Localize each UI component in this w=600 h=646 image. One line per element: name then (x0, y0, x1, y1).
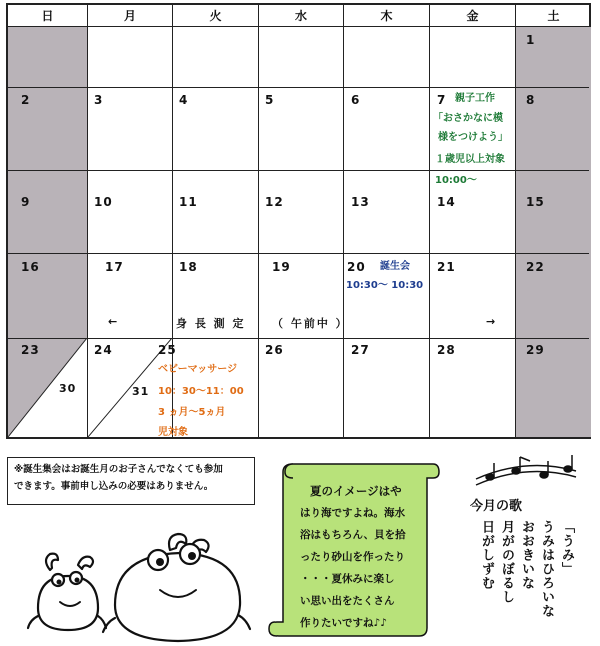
grid-line (8, 170, 589, 171)
info-line: ※誕生集会はお誕生月のお子さんでなくても参加 (14, 464, 223, 475)
date-28: 28 (437, 343, 456, 357)
weekday-sat: 土 (516, 5, 591, 27)
date-9: 9 (21, 195, 31, 209)
event-title-oyako: 親子工作 (455, 93, 495, 104)
event-time-birthday: 10:30～ 10:30 (346, 280, 424, 291)
weekday-thu: 木 (344, 5, 429, 27)
crab-illustration (20, 530, 255, 646)
music-notes-icon (472, 455, 582, 491)
measure-right-arrow: → (486, 315, 496, 328)
date-22: 22 (526, 260, 545, 274)
scroll-line: 浴はもちろん、貝を拾 (300, 529, 406, 541)
date-8: 8 (526, 93, 536, 107)
weekday-tue: 火 (173, 5, 258, 27)
date-29: 29 (526, 343, 545, 357)
event-title-birthday: 誕生会 (380, 261, 410, 272)
measure-left-arrow: ← (108, 315, 118, 328)
weekday-sun: 日 (8, 5, 87, 27)
date-16: 16 (21, 260, 40, 274)
date-13: 13 (351, 195, 370, 209)
poem-col-3: おおきいな (519, 520, 534, 590)
event-line: 様をつけよう」 (438, 132, 508, 143)
date-17: 17 (105, 260, 124, 274)
grid-line (8, 338, 589, 339)
date-20: 20 (347, 260, 366, 274)
date-2: 2 (21, 93, 31, 107)
date-14: 14 (437, 195, 456, 209)
grid-line (429, 5, 430, 437)
date-18: 18 (179, 260, 198, 274)
grid-line (8, 87, 589, 88)
event-target-baby-massage: 3 ヵ月～5ヵ月 (158, 407, 226, 418)
date-1: 1 (526, 33, 536, 47)
scroll-line: 作りたいですね♪♪ (300, 617, 387, 629)
poem-title: 今月の歌 (470, 499, 523, 514)
poem-col-5: 日がしずむ (479, 520, 494, 590)
saturday-column-shade (516, 27, 591, 437)
date-7: 7 (437, 93, 447, 107)
measure-label: 身 長 測 定 (176, 317, 246, 330)
date-4: 4 (179, 93, 189, 107)
info-note-box (7, 457, 255, 505)
date-5: 5 (265, 93, 275, 107)
event-target2-baby-massage: 児対象 (158, 427, 188, 438)
date-12: 12 (265, 195, 284, 209)
grid-line (343, 5, 344, 437)
grid-line (258, 5, 259, 437)
date-10: 10 (94, 195, 113, 209)
weekday-mon: 月 (88, 5, 172, 27)
scroll-line: ・・・夏休みに楽し (300, 573, 395, 585)
date-21: 21 (437, 260, 456, 274)
date-27: 27 (351, 343, 370, 357)
weekday-wed: 水 (259, 5, 343, 27)
poem-col-2: うみはひろいな (539, 520, 554, 618)
measure-sub: （ 午前中 ） (272, 317, 349, 330)
event-line: 「おさかなに模 (433, 113, 503, 124)
weekday-fri: 金 (430, 5, 515, 27)
date-25: 25 (158, 343, 177, 357)
date-30: 30 (59, 382, 77, 395)
scroll-line: ったり砂山を作ったり (300, 551, 405, 563)
grid-line (515, 5, 516, 437)
scroll-message (300, 480, 420, 634)
grid-line (87, 5, 88, 437)
date-11: 11 (179, 195, 198, 209)
scroll-line: はり海ですよね。海水 (300, 507, 405, 519)
event-time: 10:00～ (435, 175, 477, 186)
grid-line (8, 253, 589, 254)
event-title-baby-massage: ベビーマッサージ (158, 364, 237, 375)
date-3: 3 (94, 93, 104, 107)
poem-col-4: 月がのぼるし (499, 520, 514, 604)
date-19: 19 (272, 260, 291, 274)
date-26: 26 (265, 343, 284, 357)
scroll-line: 夏のイメージはや (310, 484, 402, 498)
calendar-grid (6, 3, 591, 439)
date-23: 23 (21, 343, 40, 357)
date-15: 15 (526, 195, 545, 209)
date-6: 6 (351, 93, 361, 107)
date-31: 31 (132, 385, 150, 398)
poem-col-1: 「うみ」 (559, 520, 574, 576)
event-target: １歳児以上対象 (435, 154, 505, 165)
date-24: 24 (94, 343, 113, 357)
info-line: できます。事前申し込みの必要はありません。 (14, 481, 214, 492)
event-time-baby-massage: 10：30～11：00 (158, 386, 244, 397)
scroll-line: い思い出をたくさん (300, 595, 395, 607)
